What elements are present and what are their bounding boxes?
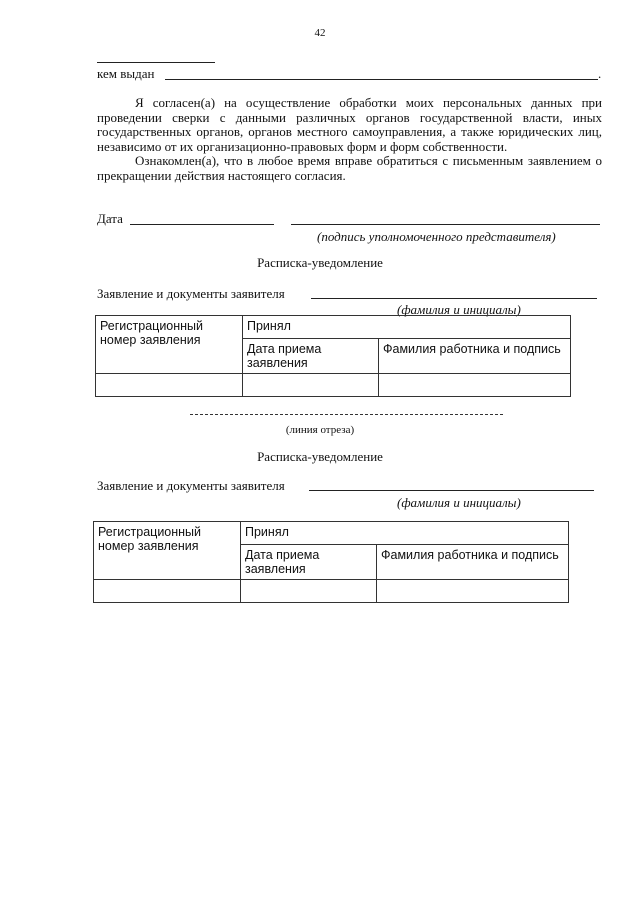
name-caption: (фамилия и инициалы)	[397, 495, 521, 510]
date-received-header: Дата приема заявления	[243, 339, 379, 374]
issued-by-period: .	[598, 66, 602, 81]
cut-line-caption: (линия отреза)	[285, 424, 355, 436]
table-row	[94, 580, 569, 603]
consent-paragraph: Я согласен(а) на осуществление обработки моих персональных данных при проведении сверки с данными различных органов государственной власти, иных государственных органов, органов местного самоуправления, а также юридических лиц, независимо от их организационно-правовых форм и форм собственности.	[97, 95, 602, 154]
applicant-docs-label: Заявление и документы заявителя	[97, 286, 285, 301]
employee-cell[interactable]	[377, 580, 569, 603]
signature-caption: (подпись уполномоченного представителя)	[317, 229, 556, 244]
acknowledgement-paragraph: Ознакомлен(а), что в любое время вправе обратиться с письменным заявлением о прекращении действия настоящего согласия.	[97, 153, 602, 183]
date-received-cell[interactable]	[241, 580, 377, 603]
date-field[interactable]	[130, 224, 274, 225]
registration-table	[93, 521, 569, 603]
accepted-header: Принял	[241, 522, 569, 545]
page-number: 42	[314, 27, 326, 39]
cut-line	[190, 414, 503, 415]
employee-header: Фамилия работника и подпись	[377, 545, 569, 580]
signature-field[interactable]	[291, 224, 600, 225]
employee-cell[interactable]	[379, 374, 571, 397]
date-label: Дата	[97, 211, 123, 226]
date-received-header: Дата приема заявления	[241, 545, 377, 580]
applicant-name-field[interactable]	[311, 298, 597, 299]
issued-by-label: кем выдан	[97, 66, 155, 81]
receipt-title: Расписка-уведомление	[257, 449, 383, 464]
employee-header: Фамилия работника и подпись	[379, 339, 571, 374]
reg-number-header: Регистрационный номер заявления	[94, 522, 241, 580]
registration-table	[95, 315, 571, 397]
applicant-name-field[interactable]	[309, 490, 594, 491]
table-row	[96, 316, 571, 339]
table-row	[94, 522, 569, 545]
table-row	[96, 374, 571, 397]
reg-number-header: Регистрационный номер заявления	[96, 316, 243, 374]
consent-text	[97, 96, 602, 184]
top-short-line	[97, 62, 215, 63]
accepted-header: Принял	[243, 316, 571, 339]
reg-number-cell[interactable]	[96, 374, 243, 397]
receipt-title: Расписка-уведомление	[257, 255, 383, 270]
applicant-docs-label: Заявление и документы заявителя	[97, 478, 285, 493]
date-received-cell[interactable]	[243, 374, 379, 397]
issued-by-field[interactable]	[165, 79, 598, 80]
name-caption: (фамилия и инициалы)	[397, 302, 521, 317]
reg-number-cell[interactable]	[94, 580, 241, 603]
